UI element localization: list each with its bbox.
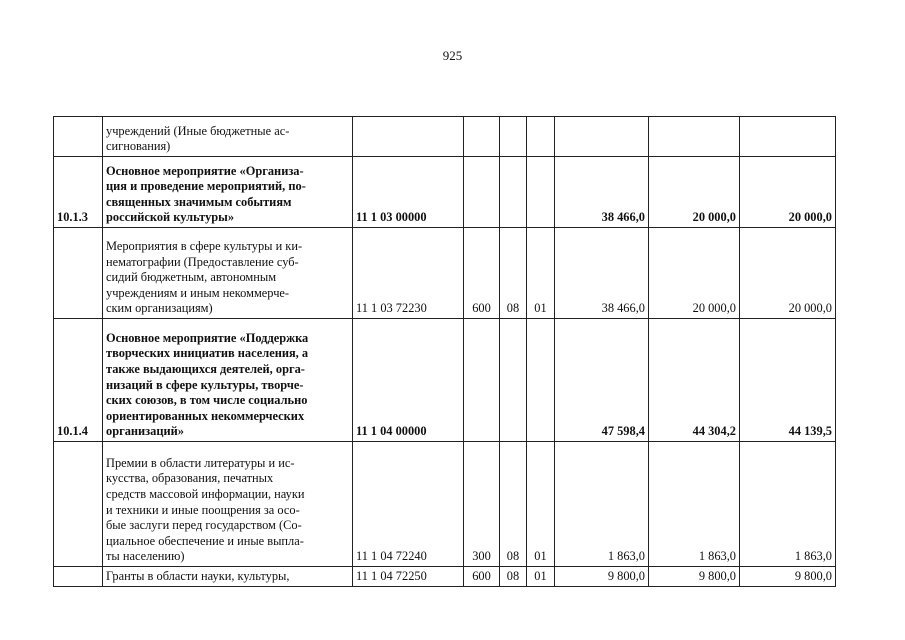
row-vr: 600	[464, 228, 500, 319]
row-number: 10.1.4	[54, 319, 103, 442]
name-line: сигнования)	[106, 139, 171, 154]
row-number: 10.1.3	[54, 157, 103, 228]
table-row	[54, 117, 836, 157]
row-amount-year1: 9 800,0	[555, 567, 649, 587]
row-rz: 08	[500, 567, 527, 587]
row-amount-year1: 38 466,0	[555, 157, 649, 228]
name-line: Гранты в области науки, культуры,	[106, 569, 290, 584]
name-line: ориентированных некоммерческих	[106, 408, 305, 423]
row-number	[54, 117, 103, 157]
row-amount-year1	[555, 117, 649, 157]
row-amount-year3: 1 863,0	[740, 442, 836, 567]
name-line: бые заслуги перед государством (Со-	[106, 518, 302, 533]
row-rz	[500, 319, 527, 442]
row-amount-year1: 1 863,0	[555, 442, 649, 567]
row-rz	[500, 157, 527, 228]
name-line: Основное мероприятие «Организа-	[106, 163, 304, 178]
row-name	[103, 157, 353, 228]
row-amount-year1: 47 598,4	[555, 319, 649, 442]
row-pr: 01	[527, 442, 555, 567]
row-number	[54, 567, 103, 587]
name-line: ция и проведение мероприятий, по-	[106, 179, 306, 194]
row-pr	[527, 117, 555, 157]
row-amount-year2: 20 000,0	[649, 157, 740, 228]
row-name	[103, 117, 353, 157]
row-pr: 01	[527, 567, 555, 587]
row-vr: 600	[464, 567, 500, 587]
row-code: 11 1 04 00000	[353, 319, 464, 442]
row-amount-year2: 9 800,0	[649, 567, 740, 587]
row-name	[103, 228, 353, 319]
budget-table	[53, 116, 836, 587]
row-number	[54, 228, 103, 319]
row-pr	[527, 157, 555, 228]
row-code: 11 1 04 72250	[353, 567, 464, 587]
table-row	[54, 157, 836, 228]
name-line: ским организациям)	[106, 301, 213, 316]
row-code: 11 1 04 72240	[353, 442, 464, 567]
table-row	[54, 567, 836, 587]
row-number	[54, 442, 103, 567]
row-vr	[464, 319, 500, 442]
name-line: священных значимым событиям	[106, 194, 292, 209]
row-amount-year3: 9 800,0	[740, 567, 836, 587]
name-line: кусства, образования, печатных	[106, 471, 274, 486]
row-amount-year3: 20 000,0	[740, 157, 836, 228]
row-name	[103, 319, 353, 442]
row-code	[353, 117, 464, 157]
row-name	[103, 567, 353, 587]
row-name	[103, 442, 353, 567]
name-line: циальное обеспечение и иные выпла-	[106, 533, 304, 548]
name-line: Премии в области литературы и ис-	[106, 455, 295, 470]
name-line: ты населению)	[106, 549, 185, 564]
row-pr	[527, 319, 555, 442]
row-rz: 08	[500, 228, 527, 319]
row-pr: 01	[527, 228, 555, 319]
name-line: ских союзов, в том числе социально	[106, 393, 308, 408]
row-amount-year3: 20 000,0	[740, 228, 836, 319]
row-vr: 300	[464, 442, 500, 567]
name-line: также выдающихся деятелей, орга-	[106, 362, 305, 377]
row-code: 11 1 03 72230	[353, 228, 464, 319]
page-number: 925	[442, 48, 463, 63]
row-amount-year3: 44 139,5	[740, 319, 836, 442]
name-line: низаций в сфере культуры, творче-	[106, 377, 304, 392]
name-line: творческих инициатив населения, а	[106, 346, 309, 361]
name-line: организаций»	[106, 424, 184, 439]
name-line: нематографии (Предоставление суб-	[106, 254, 299, 269]
table-row	[54, 442, 836, 567]
name-line: российской культуры»	[106, 210, 235, 225]
name-line: средств массовой информации, науки	[106, 487, 305, 502]
name-line: сидий бюджетным, автономным	[106, 270, 277, 285]
row-amount-year2: 20 000,0	[649, 228, 740, 319]
row-amount-year1: 38 466,0	[555, 228, 649, 319]
row-code: 11 1 03 00000	[353, 157, 464, 228]
table-row	[54, 319, 836, 442]
row-rz	[500, 117, 527, 157]
row-amount-year2: 1 863,0	[649, 442, 740, 567]
name-line: учреждений (Иные бюджетные ас-	[106, 123, 290, 138]
row-vr	[464, 117, 500, 157]
row-amount-year2	[649, 117, 740, 157]
name-line: Мероприятия в сфере культуры и ки-	[106, 239, 303, 254]
name-line: Основное мероприятие «Поддержка	[106, 330, 309, 345]
row-amount-year3	[740, 117, 836, 157]
table-row	[54, 228, 836, 319]
name-line: учреждениям и иным некоммерче-	[106, 285, 290, 300]
name-line: и техники и иные поощрения за осо-	[106, 502, 300, 517]
row-vr	[464, 157, 500, 228]
row-rz: 08	[500, 442, 527, 567]
row-amount-year2: 44 304,2	[649, 319, 740, 442]
